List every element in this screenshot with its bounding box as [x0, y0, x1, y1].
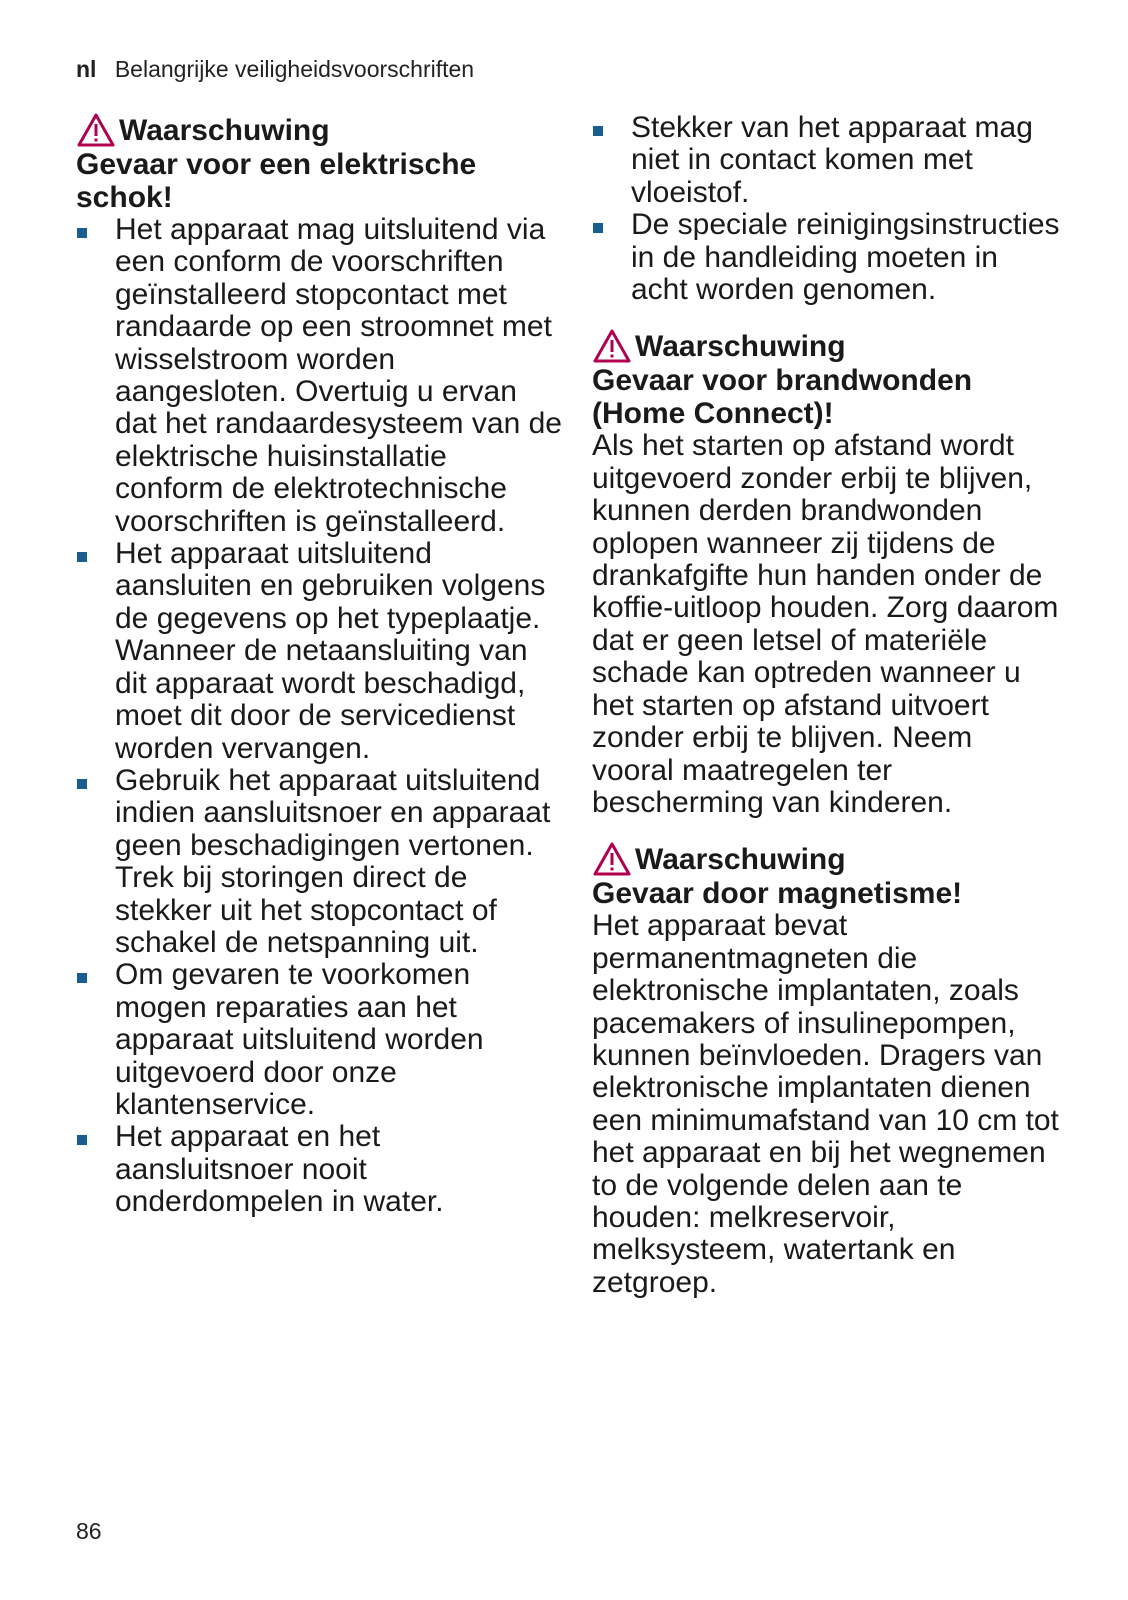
list-item-text: Stekker van het apparaat mag niet in contact komen met vloeistof.	[631, 111, 1033, 209]
electric-shock-warning	[76, 112, 562, 214]
bullet-icon	[77, 973, 87, 983]
list-item-text: De speciale reinigingsinstructies in de handleiding moeten in acht worden genomen.	[631, 208, 1060, 307]
warning-heading	[76, 112, 562, 148]
bullet-icon	[593, 223, 603, 233]
list-item	[76, 765, 562, 959]
warning-triangle-icon	[592, 328, 632, 364]
warning-subtitle: Gevaar voor brandwonden	[592, 364, 973, 398]
warning-heading	[592, 328, 1062, 364]
shock-safety-list	[76, 214, 562, 1219]
list-item-text: Het apparaat mag uitsluitend via een conform de voorschriften geïnstalleerd stopcontact met randaarde op een stroomnet met wisselstroom worden aangesloten. Overtuig u ervan dat het randaardesysteem van de elektrische huisinstallatie conform de elektrotechnische voorschriften is geïnstalleerd.	[115, 213, 562, 538]
warning-subtitle: schok!	[76, 181, 173, 214]
right-column	[592, 112, 1062, 1299]
list-item	[76, 959, 562, 1121]
list-item	[76, 538, 562, 765]
bullet-icon	[77, 779, 87, 789]
list-item-text: Het apparaat en het aansluitsnoer nooit onderdompelen in water.	[115, 1120, 444, 1219]
bullet-icon	[77, 228, 87, 238]
page-header	[76, 56, 474, 83]
language-code: nl	[76, 56, 97, 82]
list-item-text: Gebruik het apparaat uitsluitend indien aansluitsnoer en apparaat geen beschadigingen vertonen. Trek bij storingen direct de stekker uit het stopcontact of schakel de netspanning uit.	[115, 763, 551, 959]
list-item	[76, 1121, 562, 1218]
left-column	[76, 112, 562, 1219]
warning-body: Het apparaat bevat permanentmagneten die elektronische implantaten, zoals pacemakers of insulinepompen, kunnen beïnvloeden. Dragers van elektronische implantaten dienen een minimumafstand van 10 cm tot het apparaat en bij het wegnemen to de volgende delen aan te houden: melkreservoir, melksysteem, watertank en zetgroep.	[592, 909, 1059, 1299]
warning-label: Waarschuwing	[635, 329, 846, 363]
list-item-text: Om gevaren te voorkomen mogen reparaties aan het apparaat uitsluitend worden uitgevoerd door onze klantenservice.	[115, 958, 484, 1121]
list-item	[592, 112, 1062, 209]
warning-triangle-icon	[76, 112, 116, 148]
page-number: 86	[76, 1518, 102, 1544]
list-item	[76, 214, 562, 538]
warning-subtitle: Gevaar door magnetisme!	[592, 877, 963, 911]
list-item-text: Het apparaat uitsluitend aansluiten en gebruiken volgens de gegevens op het typeplaatje. Wanneer de netaansluiting van dit apparaat wordt beschadigd, moet dit door de servicedienst worden vervangen.	[115, 537, 546, 765]
warning-label: Waarschuwing	[119, 113, 330, 147]
burn-warning	[592, 328, 1062, 819]
bullet-icon	[77, 1135, 87, 1145]
section-title: Belangrijke veiligheidsvoorschriften	[114, 56, 475, 82]
bullet-icon	[77, 552, 87, 562]
warning-body: Als het starten op afstand wordt uitgevoerd zonder erbij te blijven, kunnen derden brandwonden oplopen wanneer zij tijdens de drankafgifte hun handen onder de koffie-uitloop houden. Zorg daarom dat er geen letsel of materiële schade kan optreden wanneer u het starten op afstand uitvoert zonder erbij te blijven. Neem vooral maatregelen ter bescherming van kinderen.	[592, 429, 1059, 819]
magnetism-warning	[592, 841, 1062, 1299]
warning-label: Waarschuwing	[635, 842, 846, 876]
warning-subtitle: (Home Connect)!	[592, 397, 834, 431]
continued-safety-list	[592, 112, 1062, 306]
warning-heading	[592, 841, 1062, 877]
list-item	[592, 209, 1062, 306]
warning-subtitle: Gevaar voor een elektrische	[76, 148, 477, 181]
warning-triangle-icon	[592, 841, 632, 877]
bullet-icon	[593, 126, 603, 136]
